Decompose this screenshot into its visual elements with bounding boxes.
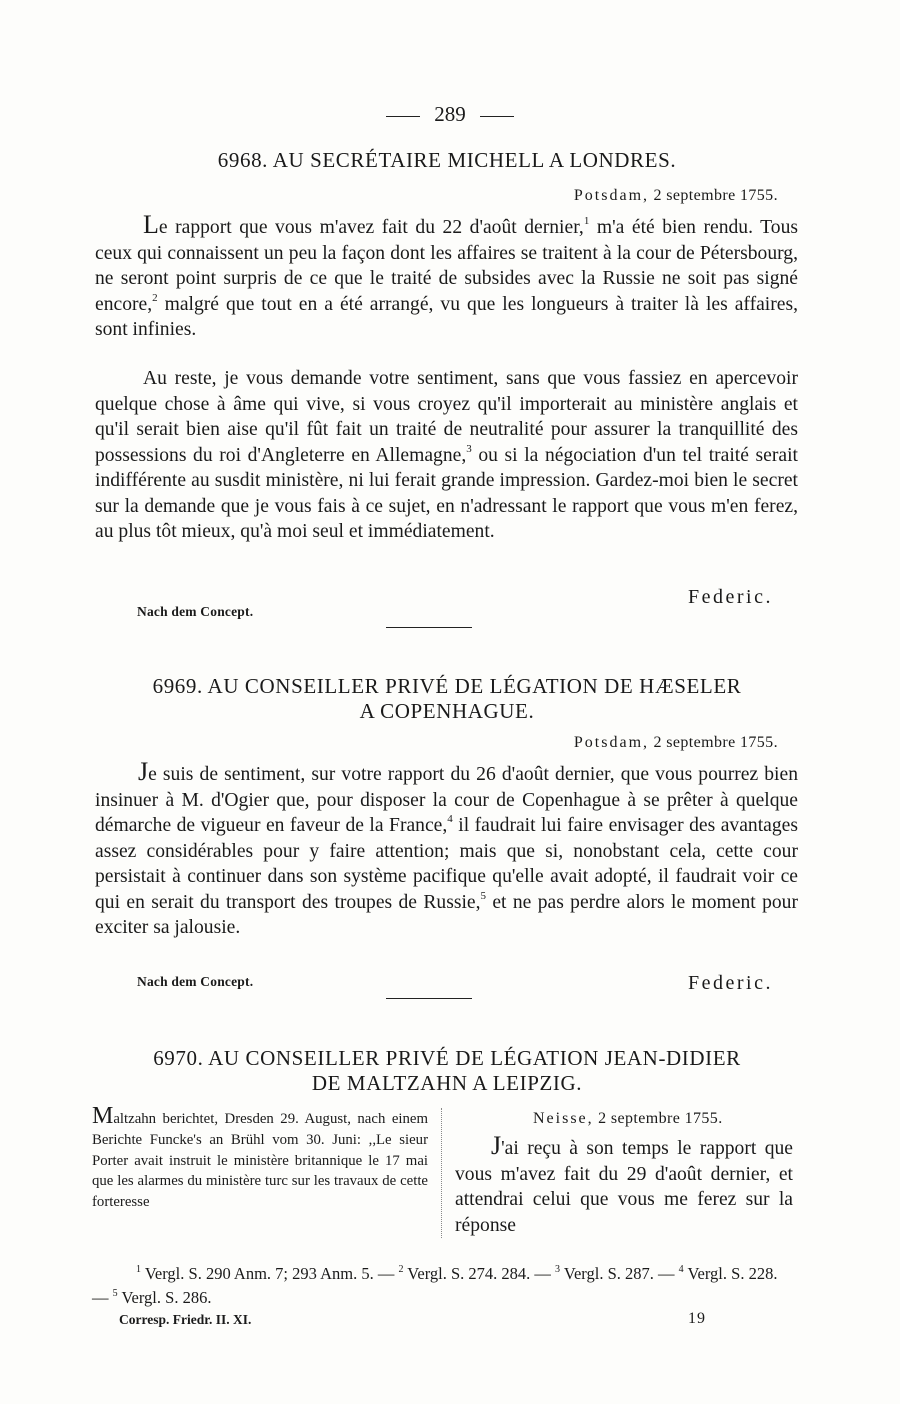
footnote-ref: 3: [466, 442, 472, 455]
page-number: 289: [0, 102, 900, 127]
source-note: Nach dem Concept.: [137, 604, 254, 619]
column-divider: [441, 1108, 442, 1238]
separator-rule: [386, 998, 472, 999]
signature: Federic.: [688, 586, 773, 608]
heading-line: DE MALTZAHN A LEIPZIG.: [311, 1071, 583, 1095]
drop-cap: J: [491, 1131, 502, 1160]
footnote-number: 2: [398, 1264, 404, 1275]
source-note: Nach dem Concept.: [137, 974, 254, 989]
letter-paragraph: Je suis de sentiment, sur votre rapport du 26 d'août dernier, que vous pourrez bien insinuer à M. d'Ogier que, pour disposer la cour de Copenhague à se prêter à quelque démarche de vigueur en faveur de la France,$^4$ il faudrait lui faire envisager des avantages assez considérables pour y faire attention; mais que si, nonobstant cela, cette cour persistait à continuer dans son système pacifique qu'elle avait adopté, il faudrait voir ce qui en serait du transport des troupes de Russie,$^5$ et ne pas perdre alors le moment pour exciter sa jalousie.: [95, 757, 798, 938]
letter-heading-6969: [92, 674, 802, 724]
letter-dateline-6969: [574, 734, 778, 752]
date-rest: 2 septembre 1755.: [598, 1110, 723, 1127]
letter-heading-6968: 6968. AU SECRÉTAIRE MICHELL A LONDRES.: [217, 148, 677, 172]
date-rest: 2 septembre 1755.: [653, 734, 778, 751]
letter-dateline-6970: [533, 1110, 723, 1128]
letter-paragraph: Le rapport que vous m'avez fait du 22 d'août dernier,$^1$ m'a été bien rendu. Tous ceux qui connaissent un peu la façon dont les affaires se traitent à la cour de Pétersbourg, ne seront point surpris de ce que le traité de subsides avec la Russie ne soit pas signé encore,$^2$ malgré que tout en a été arrangé, vu que les longueurs à traiter là les affaires, sont infinies.: [95, 210, 798, 340]
footnote-number: 3: [555, 1264, 561, 1275]
letter-dateline-6968: [574, 187, 778, 205]
volume-label: Corresp. Friedr. II. XI.: [119, 1312, 252, 1327]
summary-column: Maltzahn berichtet, Dresden 29. August, nach einem Berichte Funcke's an Brühl vom 30. Juni: ,,Le sieur Porter avait instruit le ministère britannique le 17 mai que les alarmes du ministère turc sur les travaux de cette forteresse: [92, 1103, 428, 1211]
footnote-number: 1: [136, 1264, 141, 1275]
dash-right: [480, 116, 514, 117]
heading-line: A COPENHAGUE.: [359, 699, 535, 723]
date-place: Potsdam,: [573, 187, 650, 204]
heading-line: 6970. AU CONSEILLER PRIVÉ DE LÉGATION JEAN-DIDIER: [153, 1046, 741, 1070]
footnote-ref: 5: [480, 889, 486, 902]
footnote-ref: 4: [447, 813, 453, 825]
footnote-ref: 1: [583, 215, 590, 227]
signature-mark: 19: [688, 1310, 706, 1327]
drop-cap: J: [138, 757, 149, 786]
letter-paragraph: Au reste, je vous demande votre sentiment, sans que vous fassiez en apercevoir quelque chose à âme qui vive, si vous croyez qu'il importerait au ministère anglais et qu'il serait bien aise qu'il fût fait un traité de neutralité pour assurer la tranquillité des possessions du roi d'Angleterre en Allemagne,$^3$ ou si la négociation d'un tel traité serait indifférente au susdit ministère, ni lui ferait grande impression. Gardez-moi bien le secret sur la demande que je vous fais à ce sujet, en n'adressant le rapport que vous m'en ferez, au plus tôt mieux, qu'à moi seul et immédiatement.: [95, 368, 798, 542]
drop-cap: M: [92, 1103, 114, 1129]
date-place: Neisse,: [533, 1110, 594, 1127]
heading-line: 6969. AU CONSEILLER PRIVÉ DE LÉGATION DE HÆSELER: [152, 674, 742, 698]
letter-column: J'ai reçu à son temps le rapport que vous m'avez fait du 29 d'août dernier, et attendrai celui que vous me ferez sur la réponse: [455, 1131, 793, 1236]
footnote-number: 4: [678, 1264, 684, 1275]
letter-heading-6970: [92, 1046, 802, 1096]
signature: Federic.: [688, 972, 773, 994]
separator-rule: [386, 627, 472, 628]
footnote-number: 5: [112, 1288, 118, 1299]
date-place: Potsdam,: [573, 734, 650, 751]
date-rest: 2 septembre 1755.: [653, 187, 778, 204]
drop-cap: L: [143, 210, 159, 239]
dash-left: [386, 116, 420, 117]
footnote-ref: 2: [152, 291, 158, 304]
footnotes: $^1$ Vergl. S. 290 Anm. 7; 293 Anm. 5. — $^2$ Vergl. S. 274. 284. — $^3$ Vergl. S. 287. — $^4$ Vergl. S. 228. — $^5$ Vergl. S. 286.: [92, 1264, 778, 1307]
